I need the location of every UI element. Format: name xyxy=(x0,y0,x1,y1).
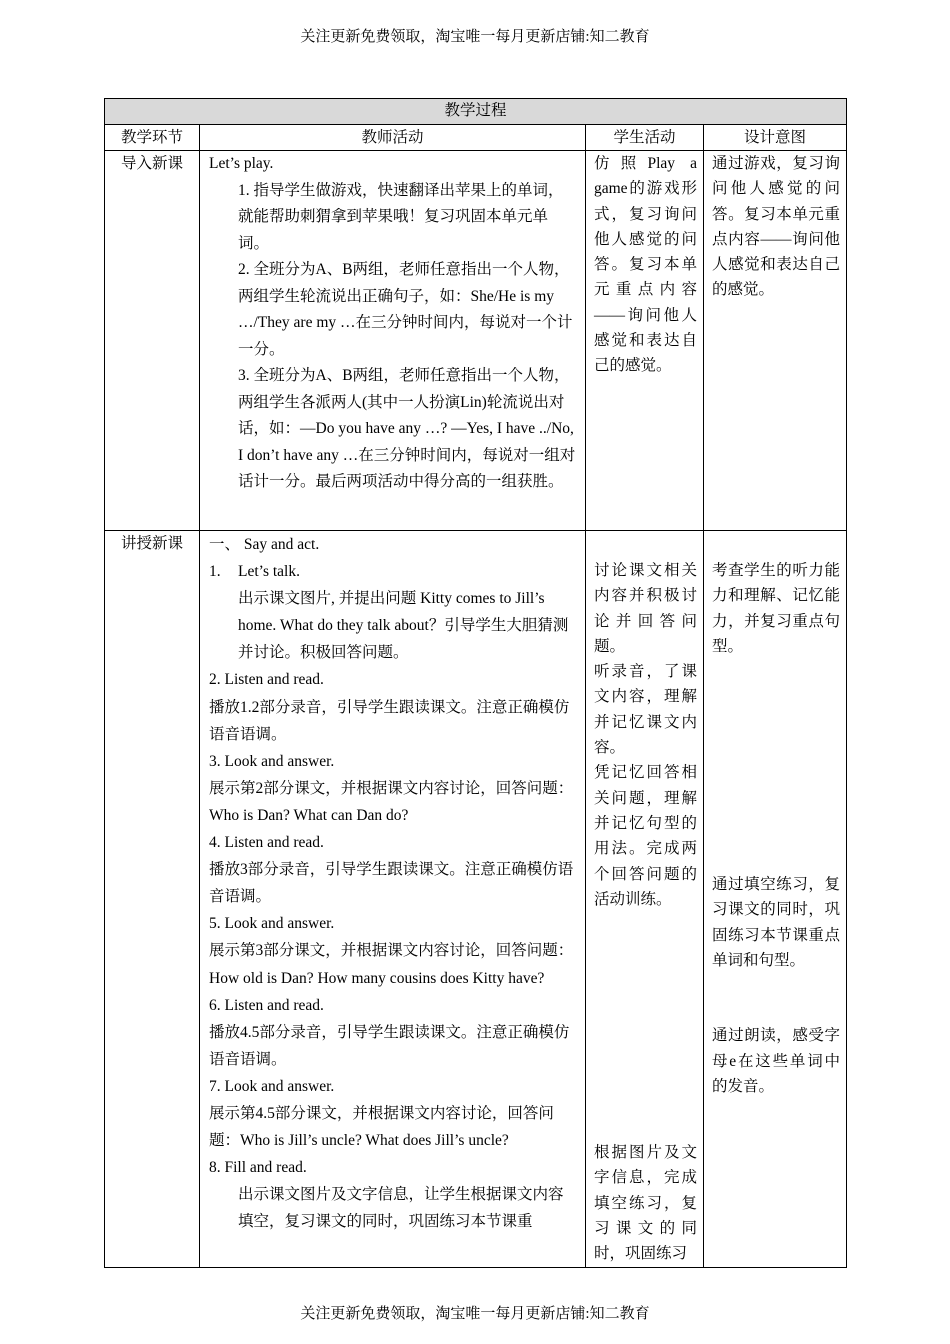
student-activity-text: 仿照Play a game的游戏形式，复习询问他人感觉的问答。复习本单元重点内容——询问他人感觉和表达自己的感觉。 xyxy=(594,155,697,375)
student-activity-text: 凭记忆回答相关问题，理解并记忆句型的用法。完成两个回答问题的活动训练。 xyxy=(594,764,697,908)
activity-item-title: 6. Listen and read. xyxy=(209,996,324,1014)
column-header: 教师活动 xyxy=(200,125,586,151)
activity-paragraph: 展示第2部分课文，并根据课文内容讨论，回答问题：Who is Dan? What can Dan do? xyxy=(209,779,574,824)
student-activity-text: 讨论课文相关内容并积极讨论并回答问题。 xyxy=(594,562,697,655)
teaching-process-table xyxy=(104,98,847,1268)
activity-paragraph: 播放4.5部分录音，引导学生跟读课文。注意正确模仿语音语调。 xyxy=(209,1023,570,1068)
table-row xyxy=(105,151,847,531)
activity-paragraph: 2. 全班分为A、B两组，老师任意指出一个人物，两组学生轮流说出正确句子，如：She/He is my …/They are my …在三分钟时间内，每说对一个计一分。 xyxy=(238,261,573,358)
student-activity-text: 听录音，了课文内容，理解并记忆课文内容。 xyxy=(594,663,697,757)
activity-paragraph: 播放3部分录音，引导学生跟读课文。注意正确模仿语音语调。 xyxy=(209,861,574,906)
activity-item-title: 5. Look and answer. xyxy=(209,915,335,933)
activity-item-title: 4. Listen and read. xyxy=(209,834,324,852)
item-title: Let’s talk. xyxy=(238,563,300,581)
page-footer: 关注更新免费领取，淘宝唯一每月更新店铺:知二教育 xyxy=(300,1306,650,1322)
item-number: 1. xyxy=(209,563,221,581)
page-header: 关注更新免费领取，淘宝唯一每月更新店铺:知二教育 xyxy=(300,29,650,45)
student-activity-cell xyxy=(586,531,704,1268)
stage-cell: 讲授新课 xyxy=(105,531,200,1268)
stage-cell: 导入新课 xyxy=(105,151,200,531)
section-heading: 一、 Say and act. xyxy=(209,536,320,553)
activity-item-title: 3. Look and answer. xyxy=(209,752,335,770)
activity-paragraph: 1. 指导学生做游戏，快速翻译出苹果上的单词， 就能帮助刺猬拿到苹果哦！复习巩固本单元单词。 xyxy=(238,181,564,252)
activity-item-title: 2. Listen and read. xyxy=(209,671,324,689)
activity-paragraph: 播放1.2部分录音，引导学生跟读课文。注意正确模仿语音语调。 xyxy=(209,698,570,743)
column-header-row xyxy=(105,125,847,151)
activity-paragraph: 出示课文图片, 并提出问题 Kitty comes to Jill’s home. What do they talk about？引导学生大胆猜测并讨论。积极回答问题。 xyxy=(238,590,569,662)
design-intent-text: 通过朗读，感受字母e在这些单词中的发音。 xyxy=(712,1027,841,1095)
design-intent-cell xyxy=(704,531,847,1268)
column-header: 设计意图 xyxy=(704,125,847,151)
activity-item-title: 7. Look and answer. xyxy=(209,1077,335,1095)
teacher-activity-cell xyxy=(200,531,586,1268)
design-intent-text: 考查学生的听力能力和理解、记忆能力，并复习重点句型。 xyxy=(712,562,841,655)
design-intent-text: 通过游戏，复习询问他人感觉的问答。复习本单元重点内容——询问他人感觉和表达自己的感觉。 xyxy=(712,155,841,299)
student-activity-cell xyxy=(586,151,704,531)
activity-item-title: 8. Fill and read. xyxy=(209,1159,307,1177)
design-intent-text: 通过填空练习，复习课文的同时，巩固练习本节课重点单词和句型。 xyxy=(712,876,841,970)
activity-item-title xyxy=(209,558,577,585)
activity-paragraph: 展示第3部分课文，并根据课文内容讨论，回答问题：How old is Dan? How many cousins does Kitty have? xyxy=(209,942,574,987)
activity-heading: Let’s play. xyxy=(209,155,274,172)
teacher-activity-cell xyxy=(200,151,586,531)
column-header: 学生活动 xyxy=(586,125,704,151)
table-row xyxy=(105,531,847,1268)
student-activity-text: 根据图片及文字信息，完成填空练习，复习课文的同时，巩固练习 xyxy=(594,1144,697,1263)
activity-paragraph: 出示课文图片及文字信息，让学生根据课文内容填空，复习课文的同时，巩固练习本节课重 xyxy=(238,1186,564,1231)
design-intent-cell xyxy=(704,151,847,531)
table-title: 教学过程 xyxy=(105,99,847,125)
activity-paragraph: 展示第4.5部分课文，并根据课文内容讨论，回答问题：Who is Jill’s uncle? What does Jill’s uncle? xyxy=(209,1104,554,1150)
activity-paragraph: 3. 全班分为A、B两组，老师任意指出一个人物，两组学生各派两人(其中一人扮演Lin)轮流说出对话，如：—Do you have any …? —Yes, I have ../No, I don’t have any …在三分钟时间内，每说对一组对话计一分。最后两项活动中得分高的一组获胜。 xyxy=(238,367,576,490)
column-header: 教学环节 xyxy=(105,125,200,151)
